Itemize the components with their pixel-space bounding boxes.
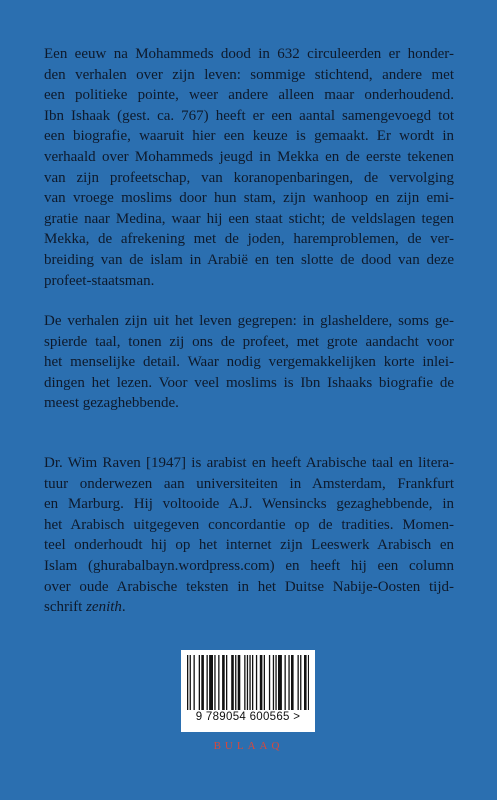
text-line: gratie naar Medina, waar hij een staat sticht; de veldslagen tegen [44,210,454,227]
text-line: het menselijke detail. Waar nodig vergemakkelijken korte inlei- [44,354,454,371]
barcode-bar [285,655,286,710]
barcode-bar [269,655,270,710]
text-line: De verhalen zijn uit het leven gegrepen: in glasheldere, soms ge- [44,313,454,329]
barcode-bar [214,655,215,710]
barcode-bar [199,655,200,710]
text-line: van zijn profeetschap, van koranopenbaringen, de vervolging [44,169,454,186]
barcode-bar [235,655,236,710]
text-line: verhaald over Mohammeds jeugd in Mekka en de eerste tekenen [44,148,454,165]
text-line: over oude Arabische teksten in het Duitse Nabije-Oosten tijd- [44,578,454,595]
description-paragraph [44,44,454,291]
text-line: teel onderhoudt hij op het internet zijn Leeswerk Arabisch en [44,537,454,554]
barcode-bar [256,655,257,710]
barcode-bar [288,655,289,710]
barcode-bar [291,655,294,710]
text-line: Islam (ghurabalbayn.wordpress.com) en heeft hij een column [44,557,454,574]
barcode-bar [273,655,274,710]
text-line: Ibn Ishaak (gest. ca. 767) heeft er een aantal samengevoegd tot [44,107,454,124]
barcode-bar [244,655,245,710]
text-fragment: . [121,599,126,616]
text-line: breiding van de islam in Arabië en ten slotte de dood van deze [44,251,454,268]
text-line: en Marburg. Hij voltooide A.J. Wensincks gezaghebbende, in [44,496,454,513]
text-line [44,597,454,618]
text-line: spierde taal, tonen zij ons de profeet, met grote aandacht voor [44,333,454,350]
barcode-bar [247,655,248,710]
barcode-bar [264,655,265,710]
text-line: Dr. Wim Raven [1947] is arabist en heeft Arabische taal en litera- [44,455,454,471]
text-line: van vroege moslims door hun stam, zijn wanhoop en zijn emi- [44,190,454,207]
barcode-bar [194,655,195,710]
isbn-barcode [181,650,315,732]
text-line: tuur onderwezen aan universiteiten in Amsterdam, Frankfurt [44,475,454,492]
barcode-bar [238,655,241,710]
text-line: den verhalen over zijn leven: sommige stichtend, andere met [44,66,454,83]
text-fragment: schrift [44,599,87,616]
barcode-bar [304,655,307,710]
text-line: meest gezaghebbende. [44,395,179,412]
barcode-digits: 9 789054 600565 > [195,711,301,723]
barcode-bar [298,655,299,710]
barcode-bar [187,655,188,710]
text-line: Mekka, de afrekening met de joden, haremproblemen, de ver- [44,231,454,248]
text-line: dingen het lezen. Voor veel moslims is Ibn Ishaaks biografie de [44,374,454,391]
text-line: profeet-staatsman. [44,272,155,289]
barcode-bar [209,655,213,710]
barcode-bar [218,655,219,710]
text-line: een biografie, waaruit hier een keuze is gemaakt. Er wordt in [44,128,454,145]
barcode-bar [190,655,191,710]
barcode-bar [207,655,208,710]
barcode-bar [278,655,282,710]
barcode-bar [252,655,253,710]
barcode-bar [308,655,309,710]
barcode-bar [231,655,234,710]
style-paragraph [44,311,454,414]
barcode-bar [249,655,250,710]
barcode-bar [300,655,301,710]
barcode-bars [187,655,309,710]
text-line: het Arabisch uitgegeven concordantie op de tradities. Momen- [44,516,454,533]
text-line: een politieke pointe, weer andere alleen maar onderhoudend. [44,87,454,104]
publisher-name: BULAAQ [213,740,284,752]
barcode-bar [260,655,263,710]
barcode-bar [226,655,227,710]
author-bio-paragraph [44,453,454,618]
barcode-bar [222,655,225,710]
barcode-bar [275,655,276,710]
text-line: Een eeuw na Mohammeds dood in 632 circuleerden er honder- [44,46,454,62]
magazine-title: zenith [86,599,122,616]
barcode-bar [201,655,204,710]
